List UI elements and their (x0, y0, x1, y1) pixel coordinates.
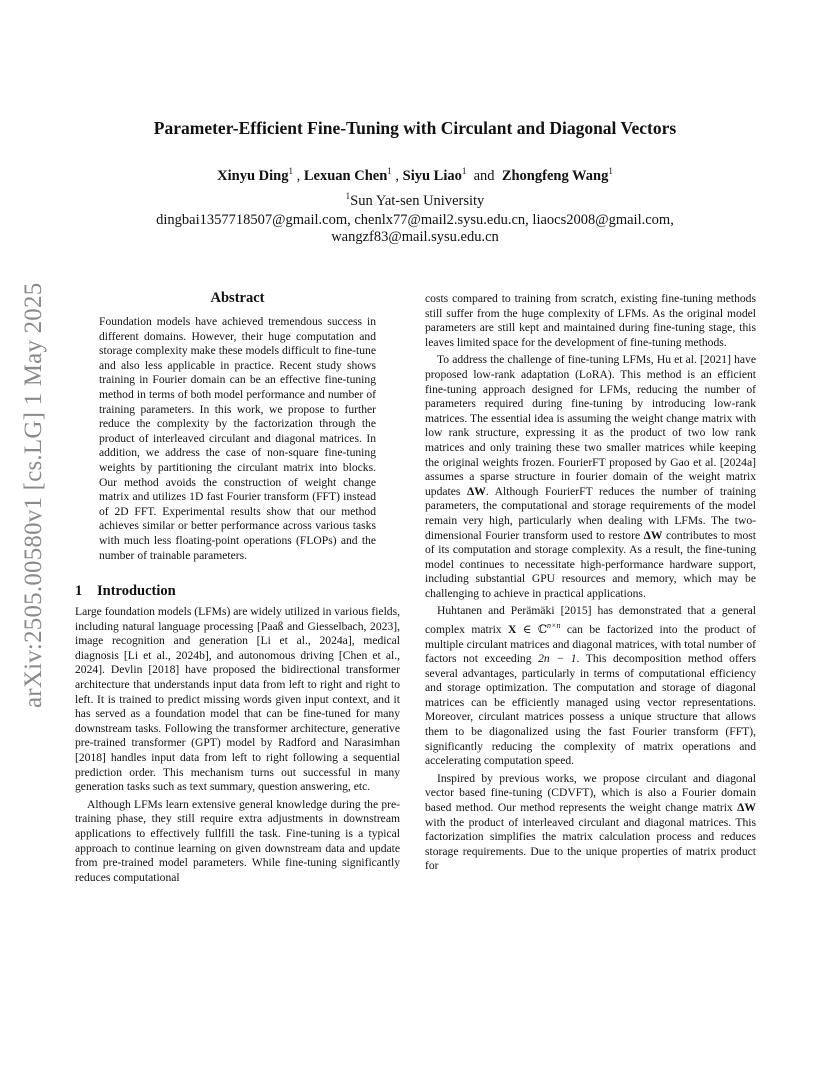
author-sup: 1 (387, 166, 392, 177)
matrix-x-symbol: X (508, 622, 517, 636)
text-run: contributes to most of its computation and storage complexity. As a result, the fine-tuning model continues to necessitate high-performance hardware support, including substantial GPU resources and memory, which may be challenging to achieve in practical applications. (425, 528, 756, 600)
left-column (75, 290, 400, 885)
text-run: . Although FourierFT reduces the number of training parameters, the computational and storage requirements of the model remain very high, particularly when dealing with LFMs. The two-dimensional Fourier transform used to restore (425, 484, 756, 542)
abstract-text: Foundation models have achieved tremendous success in different domains. However, their huge computation and storage complexity make these models difficult to fine-tune and also less applicable in practice. Recent study shows training in Fourier domain can be an effective fine-tuning method in terms of both model performance and number of training parameters. In this work, we propose to further reduce the complexity by the factorization through the product of interleaved circulant and diagonal matrices. In addition, we address the case of non-square fine-tuning weights by partitioning the circulant matrix into blocks. Our method avoids the construction of weight change matrix and utilizes 1D fast Fourier transform (FFT) instead of 2D FFT. Experimental results show that our method achieves similar or better performance across various tasks with much less floating-point operations (FLOPs) and the number of trainable parameters. (99, 315, 376, 562)
intro-paragraph: Large foundation models (LFMs) are widely utilized in various fields, including natural language processing [Paaß and Giesselbach, 2023], image recognition and generation [Li et al., 2024a], medical diagnosis [Li et al., 2024b], and autonomous driving [Chen et al., 2024]. Devlin [2018] have proposed the bidirectional transformer architecture that understands input data from left to right and right to left. It is trained to predict missing words given input context, and it has served as a foundation model that can be fine-tuned for many downstream tasks. Following the transformer architecture, generative pre-trained transformer (GPT) model by Radford and Narasimhan [2018] handles input data from left to right following a sequential prediction order. This mechanism turns out successful in many generation tasks such as text summary, question answering, etc. (75, 605, 400, 794)
author-name: Siyu Liao (402, 168, 462, 184)
author-sup: 1 (288, 166, 293, 177)
author-name: Zhongfeng Wang (501, 168, 609, 184)
body-paragraph (425, 604, 756, 768)
email-list (100, 212, 730, 246)
section-number: 1 (75, 583, 83, 600)
dimension-superscript: n×n (547, 621, 561, 631)
delta-w-symbol: ΔW (643, 528, 663, 542)
text-run: Inspired by previous works, we propose circulant and diagonal vector based fine-tuning (CDVFT), which is also a Fourier domain based method. Our method represents the weight change matrix (425, 771, 756, 815)
text-run: To address the challenge of fine-tuning LFMs, Hu et al. [2021] have proposed low-rank adaptation (LoRA). This method is an efficient fine-tuning approach designed for LFMs, reducing the number of parameters required during fine-tuning by introducing low-rank matrices. The essential idea is assuming the weight change matrix with low rank structure, expressing it as the product of two low rank matrices and only training these two smaller matrices while keeping the original weights frozen. FourierFT proposed by Gao et al. [2024a] assumes a sparse structure in fourier domain of the weight matrix updates (425, 353, 756, 498)
delta-w-symbol: ΔW (466, 484, 486, 498)
author-sup: 1 (608, 166, 613, 177)
and-word: and (473, 168, 495, 184)
body-paragraph (425, 353, 756, 601)
abstract-heading: Abstract (210, 290, 265, 306)
right-column (425, 292, 756, 874)
text-run: . This decomposition method offers several advantages, particularly in terms of computational efficiency and storage optimization. The computation and storage of diagonal matrices can be efficiently managed using vector representations. Moreover, circulant matrices possess a unique structure that allows them to be diagonalized using the fast Fourier transform (FFT), significantly reducing the complexity of matrix operations and accelerating computation speed. (425, 652, 757, 768)
email-line: dingbai1357718507@gmail.com, chenlx77@mail2.sysu.edu.cn, liaocs2008@gmail.com, (156, 212, 674, 228)
affiliation-name: Sun Yat-sen University (350, 193, 485, 209)
section-title: Introduction (97, 583, 176, 600)
body-paragraph (425, 772, 756, 874)
delta-w-symbol: ΔW (737, 801, 756, 815)
intro-paragraph: Although LFMs learn extensive general knowledge during the pre-training phase, they still require extra adjustments in downstream applications to effectively fullfill the task. Fine-tuning is a typical approach to continue learning on given downstream data and update from pre-trained model parameters. While fine-tuning significantly reduces computational (75, 797, 400, 884)
text-run: Huhtanen and Perämäki [2015] has demonstrated that a general complex matrix (425, 604, 756, 636)
element-of-symbol: ∈ (516, 622, 538, 636)
author-name: Xinyu Ding (217, 168, 289, 184)
email-line: wangzf83@mail.sysu.edu.cn (331, 229, 499, 245)
text-run: can be factorized into the product of multiple circulant matrices and diagonal matrices, with total number of factors not exceeding (425, 622, 756, 666)
author-name: Lexuan Chen (303, 168, 388, 184)
body-paragraph: costs compared to training from scratch, existing fine-tuning methods still suffer from the huge complexity of LFMs. As the original model parameters are still kept and maintained during fine-tuning stage, this leaves limited space for the development of fine-tuning methods. (425, 292, 756, 349)
author-sup: 1 (461, 166, 467, 177)
complex-set-symbol: ℂ (537, 622, 548, 636)
arxiv-identifier: arXiv:2505.00580v1 [cs.LG] 1 May 2025 (20, 282, 47, 708)
section-heading (75, 583, 400, 600)
affiliation-sup: 1 (345, 191, 351, 202)
affiliation (90, 193, 740, 210)
author-list: Xinyu Ding$^1$ , Lexuan Chen$^1$ , Siyu Liao$^1$ and Zhongfeng Wang$^1$ (217, 166, 613, 184)
factor-count-expression: 2n − 1 (538, 652, 577, 666)
paper-title: Parameter-Efficient Fine-Tuning with Circulant and Diagonal Vectors (153, 118, 677, 138)
text-run: with the product of interleaved circulant and diagonal matrices. This factorization simplifies the matrix calculation process and reduces storage requirements. Due to the unique properties of matrix product for (425, 815, 756, 873)
